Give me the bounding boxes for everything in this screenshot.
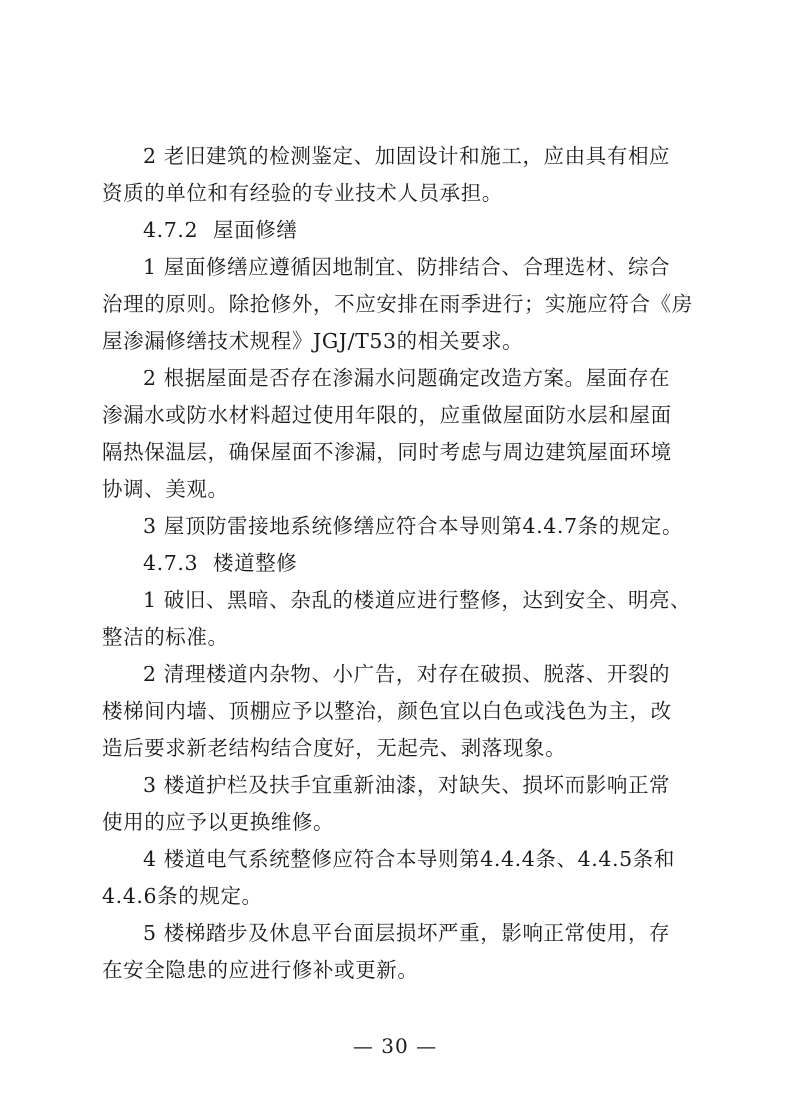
- section-title: 屋面修缮: [213, 218, 298, 242]
- paragraph-item-2: [102, 138, 692, 212]
- text-line: 3 楼道护栏及扶手宜重新油漆，对缺失、损坏而影响正常: [143, 773, 671, 797]
- text-line: 4 楼道电气系统整修应符合本导则第4.4.4条、4.4.5条和: [143, 847, 675, 871]
- paragraph-item-5: [102, 915, 692, 989]
- text-line: 隔热保温层，确保屋面不渗漏，同时考虑与周边建筑屋面环境: [102, 440, 672, 464]
- text-line: 屋渗漏修缮技术规程》JGJ/T53的相关要求。: [102, 329, 524, 353]
- text-line: 1 屋面修缮应遵循因地制宜、防排结合、合理选材、综合: [143, 255, 671, 279]
- paragraph-item-1: [102, 582, 692, 656]
- text-line: 治理的原则。除抢修外，不应安排在雨季进行；实施应符合《房: [102, 292, 693, 316]
- text-line: 渗漏水或防水材料超过使用年限的，应重做屋面防水层和屋面: [102, 403, 672, 427]
- document-body: [102, 138, 692, 989]
- paragraph-item-3: [102, 508, 692, 545]
- text-line: 2 根据屋面是否存在渗漏水问题确定改造方案。屋面存在: [143, 366, 671, 390]
- paragraph-item-1: [102, 249, 692, 360]
- text-line: 2 清理楼道内杂物、小广告，对存在破损、脱落、开裂的: [143, 662, 671, 686]
- text-line: 1 破旧、黑暗、杂乱的楼道应进行整修，达到安全、明亮、: [143, 588, 692, 612]
- text-line: 造后要求新老结构结合度好，无起壳、剥落现象。: [102, 736, 567, 760]
- text-line: 整洁的标准。: [102, 625, 229, 649]
- section-number: 4.7.3: [143, 551, 199, 575]
- section-number: 4.7.2: [143, 218, 199, 242]
- text-line: 4.4.6条的规定。: [102, 884, 263, 908]
- text-line: 协调、美观。: [102, 477, 229, 501]
- section-title: 楼道整修: [213, 551, 298, 575]
- paragraph-item-2: [102, 656, 692, 767]
- paragraph-item-3: [102, 767, 692, 841]
- text-line: 楼梯间内墙、顶棚应予以整治，颜色宜以白色或浅色为主，改: [102, 699, 672, 723]
- section-heading-4-7-3: [102, 545, 692, 582]
- paragraph-item-4: [102, 841, 692, 915]
- paragraph-item-2: [102, 360, 692, 508]
- page-number: — 30 —: [352, 1034, 438, 1058]
- text-line: 5 楼梯踏步及休息平台面层损坏严重，影响正常使用，存: [143, 921, 671, 945]
- text-line: 使用的应予以更换维修。: [102, 810, 335, 834]
- text-line: 资质的单位和有经验的专业技术人员承担。: [102, 181, 503, 205]
- text-line: 3 屋顶防雷接地系统修缮应符合本导则第4.4.7条的规定。: [143, 514, 684, 538]
- section-heading-4-7-2: [102, 212, 692, 249]
- text-line: 2 老旧建筑的检测鉴定、加固设计和施工，应由具有相应: [143, 144, 671, 168]
- text-line: 在安全隐患的应进行修补或更新。: [102, 958, 419, 982]
